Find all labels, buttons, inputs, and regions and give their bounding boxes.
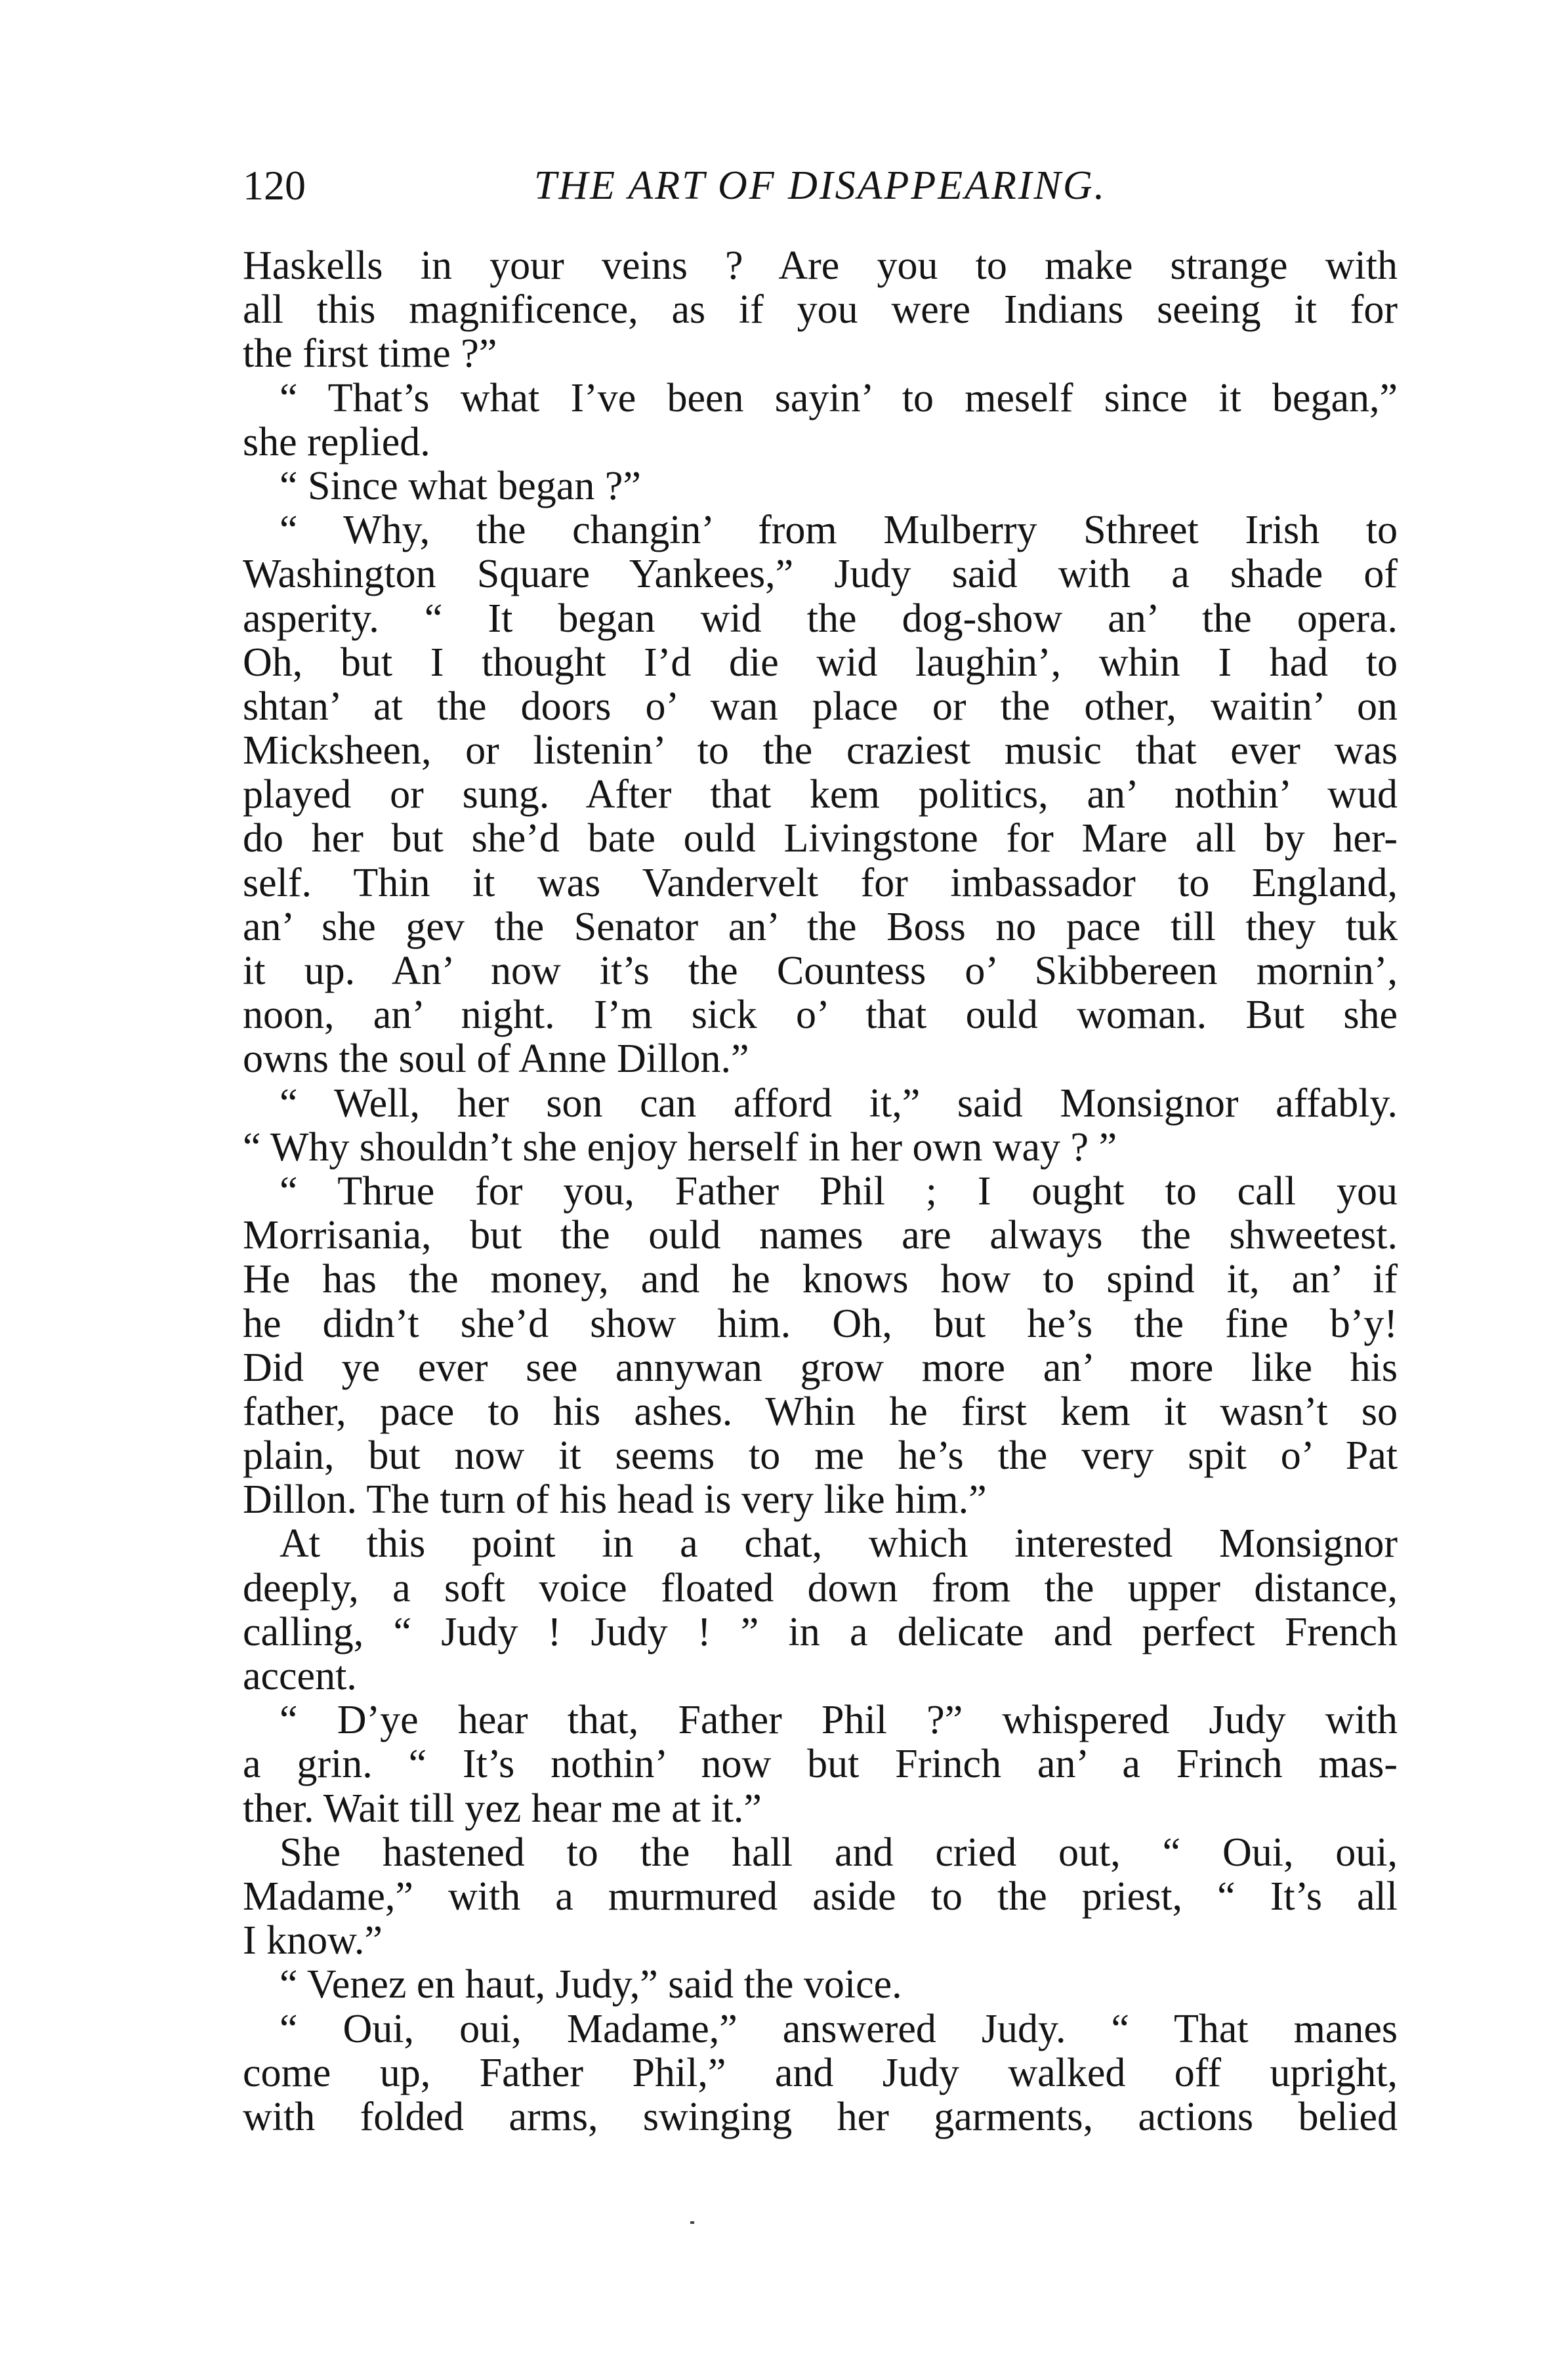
text-line: Haskells in your veins ? Are you to make strange with: [243, 243, 1398, 288]
text-line: “ D’ye hear that, Father Phil ?” whispered Judy with: [280, 1698, 1398, 1743]
page-header: [243, 156, 1398, 215]
text-line: “ Why, the changin’ from Mulberry Sthreet Irish to: [280, 508, 1398, 553]
text-line: Micksheen, or listenin’ to the craziest music that ever was: [243, 728, 1398, 773]
text-line: I know.”: [243, 1918, 383, 1963]
text-line: played or sung. After that kem politics, an’ nothin’ wud: [243, 772, 1398, 817]
text-line: asperity. “ It began wid the dog-show an’ the opera.: [243, 596, 1398, 641]
text-line: deeply, a soft voice floated down from the upper distance,: [243, 1565, 1398, 1611]
text-line: Washington Square Yankees,” Judy said with a shade of: [243, 552, 1398, 597]
text-line: calling, “ Judy ! Judy ! ” in a delicate and perfect French: [243, 1609, 1398, 1654]
text-line: father, pace to his ashes. Whin he first kem it wasn’t so: [243, 1389, 1398, 1434]
text-line: Did ye ever see annywan grow more an’ more like his: [243, 1345, 1398, 1390]
text-line: all this magnificence, as if you were Indians seeing it for: [243, 287, 1398, 333]
page-number: 120: [243, 162, 306, 209]
text-line: Dillon. The turn of his head is very like him.”: [243, 1477, 987, 1523]
running-title: THE ART OF DISAPPEARING.: [533, 163, 1107, 208]
text-line: “ Since what began ?”: [280, 463, 641, 508]
text-line: ther. Wait till yez hear me at it.”: [243, 1786, 762, 1831]
text-line: “ Thrue for you, Father Phil ; I ought to call you: [280, 1168, 1398, 1214]
text-line: “ Well, her son can afford it,” said Monsignor affably.: [280, 1080, 1398, 1126]
text-line: noon, an’ night. I’m sick o’ that ould woman. But she: [243, 993, 1398, 1038]
text-line: with folded arms, swinging her garments, actions belied: [243, 2094, 1398, 2139]
stray-ink-mark: [690, 2221, 694, 2224]
text-line: she replied.: [243, 419, 430, 464]
text-line: plain, but now it seems to me he’s the very spit o’ Pat: [243, 1433, 1398, 1479]
text-line: “ Why shouldn’t she enjoy herself in her own way ? ”: [243, 1124, 1117, 1170]
text-line: he didn’t she’d show him. Oh, but he’s the fine b’y!: [243, 1301, 1398, 1346]
text-line: accent.: [243, 1654, 357, 1698]
text-line: the first time ?”: [243, 331, 497, 377]
text-line: “ Oui, oui, Madame,” answered Judy. “ That manes: [280, 2006, 1398, 2051]
text-line: At this point in a chat, which interested Monsignor: [280, 1521, 1398, 1567]
text-line: come up, Father Phil,” and Judy walked off upright,: [243, 2050, 1398, 2095]
text-line: shtan’ at the doors o’ wan place or the other, waitin’ on: [243, 684, 1398, 729]
body-text: [243, 244, 1398, 2139]
text-line: it up. An’ now it’s the Countess o’ Skibbereen mornin’,: [243, 949, 1398, 993]
text-line: owns the soul of Anne Dillon.”: [243, 1036, 749, 1082]
text-line: Madame,” with a murmured aside to the priest, “ It’s all: [243, 1874, 1398, 1919]
text-line: self. Thin it was Vandervelt for imbassador to England,: [243, 860, 1398, 905]
text-line: a grin. “ It’s nothin’ now but Frinch an’ a Frinch mas-: [243, 1742, 1398, 1787]
text-line: do her but she’d bate ould Livingstone for Mare all by her-: [243, 816, 1398, 861]
text-line: He has the money, and he knows how to spind it, an’ if: [243, 1257, 1398, 1302]
text-line: an’ she gev the Senator an’ the Boss no pace till they tuk: [243, 904, 1398, 949]
text-line: Morrisania, but the ould names are always the shweetest.: [243, 1213, 1398, 1258]
text-line: Oh, but I thought I’d die wid laughin’, whin I had to: [243, 640, 1398, 685]
text-line: She hastened to the hall and cried out, “ Oui, oui,: [280, 1830, 1398, 1875]
text-line: “ Venez en haut, Judy,” said the voice.: [280, 1962, 902, 2007]
text-line: “ That’s what I’ve been sayin’ to meself since it began,”: [280, 375, 1398, 421]
